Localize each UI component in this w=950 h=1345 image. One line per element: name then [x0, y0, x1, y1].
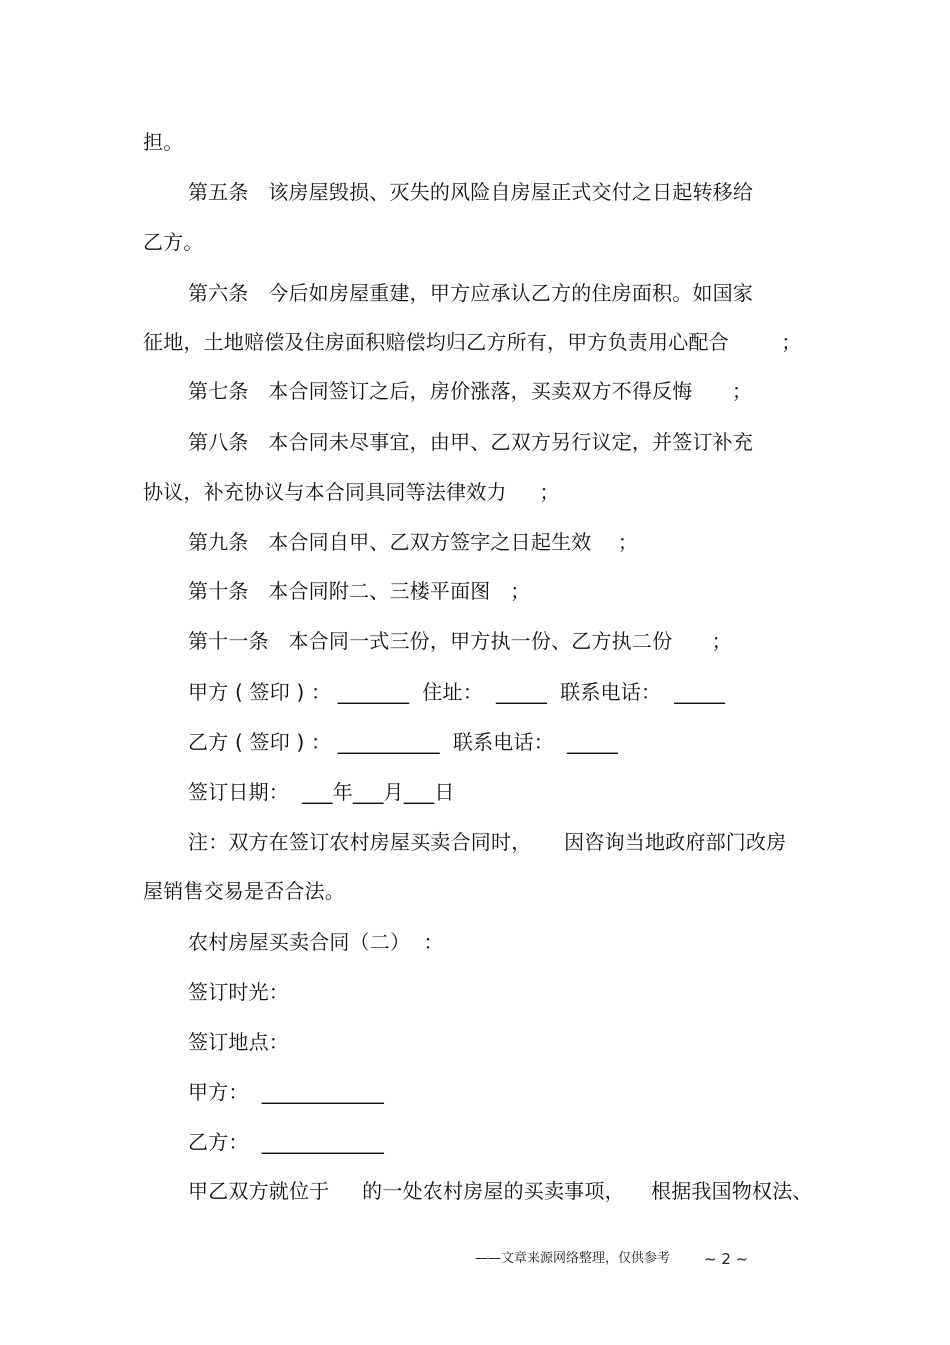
clause-5-line-2: 乙方。	[143, 230, 204, 254]
clause-5-line-1: 第五条 该房屋毁损、灭失的风险自房屋正式交付之日起转移给	[188, 180, 754, 204]
clause-6-line-2: 征地，土地赔偿及住房面积赔偿均归乙方所有，甲方负责用心配合 ；	[143, 330, 802, 354]
contract-two-heading: 农村房屋买卖合同（二） ：	[188, 930, 444, 954]
party-b-signature-line: 乙方 ( 签印 ) ： __________ 联系电话： _____	[188, 730, 619, 754]
clause-9-line: 第九条 本合同自甲、乙双方签字之日起生效 ；	[188, 530, 638, 554]
footer-source-note: ——文章来源网络整理，仅供参考	[475, 1251, 671, 1266]
clause-10-line: 第十条 本合同附二、三楼平面图 ；	[188, 579, 531, 603]
signing-time-line: 签订时光：	[188, 980, 289, 1004]
body-line-1: 担。	[143, 130, 184, 154]
note-line-1: 注：双方在签订农村房屋买卖合同时， 因咨询当地政府部门改房	[188, 830, 787, 854]
party-a-line: 甲方： ____________	[188, 1080, 385, 1104]
clause-8-line-1: 第八条 本合同未尽事宜，由甲、乙双方另行议定，并签订补充	[188, 430, 754, 454]
party-a-signature-line: 甲方 ( 签印 ) ： _______ 住址： _____ 联系电话： _____	[188, 680, 726, 704]
clause-7-line: 第七条 本合同签订之后，房价涨落，买卖双方不得反悔 ；	[188, 379, 753, 403]
note-line-2: 屋销售交易是否合法。	[143, 879, 345, 903]
party-b-line: 乙方： ____________	[188, 1130, 385, 1154]
footer-page-number: ~ 2 ~	[704, 1250, 749, 1268]
clause-11-line: 第十一条 本合同一式三份，甲方执一份、乙方执二份 ；	[188, 629, 732, 653]
signing-place-line: 签订地点：	[188, 1030, 289, 1054]
clause-8-line-2: 协议，补充协议与本合同具同等法律效力 ；	[143, 480, 560, 504]
signing-date-line: 签订日期： ___年___月___日	[188, 780, 455, 804]
intro-line: 甲乙双方就位于 的一处农村房屋的买卖事项， 根据我国物权法、	[188, 1179, 813, 1203]
clause-6-line-1: 第六条 今后如房屋重建，甲方应承认乙方的住房面积。如国家	[188, 281, 754, 305]
